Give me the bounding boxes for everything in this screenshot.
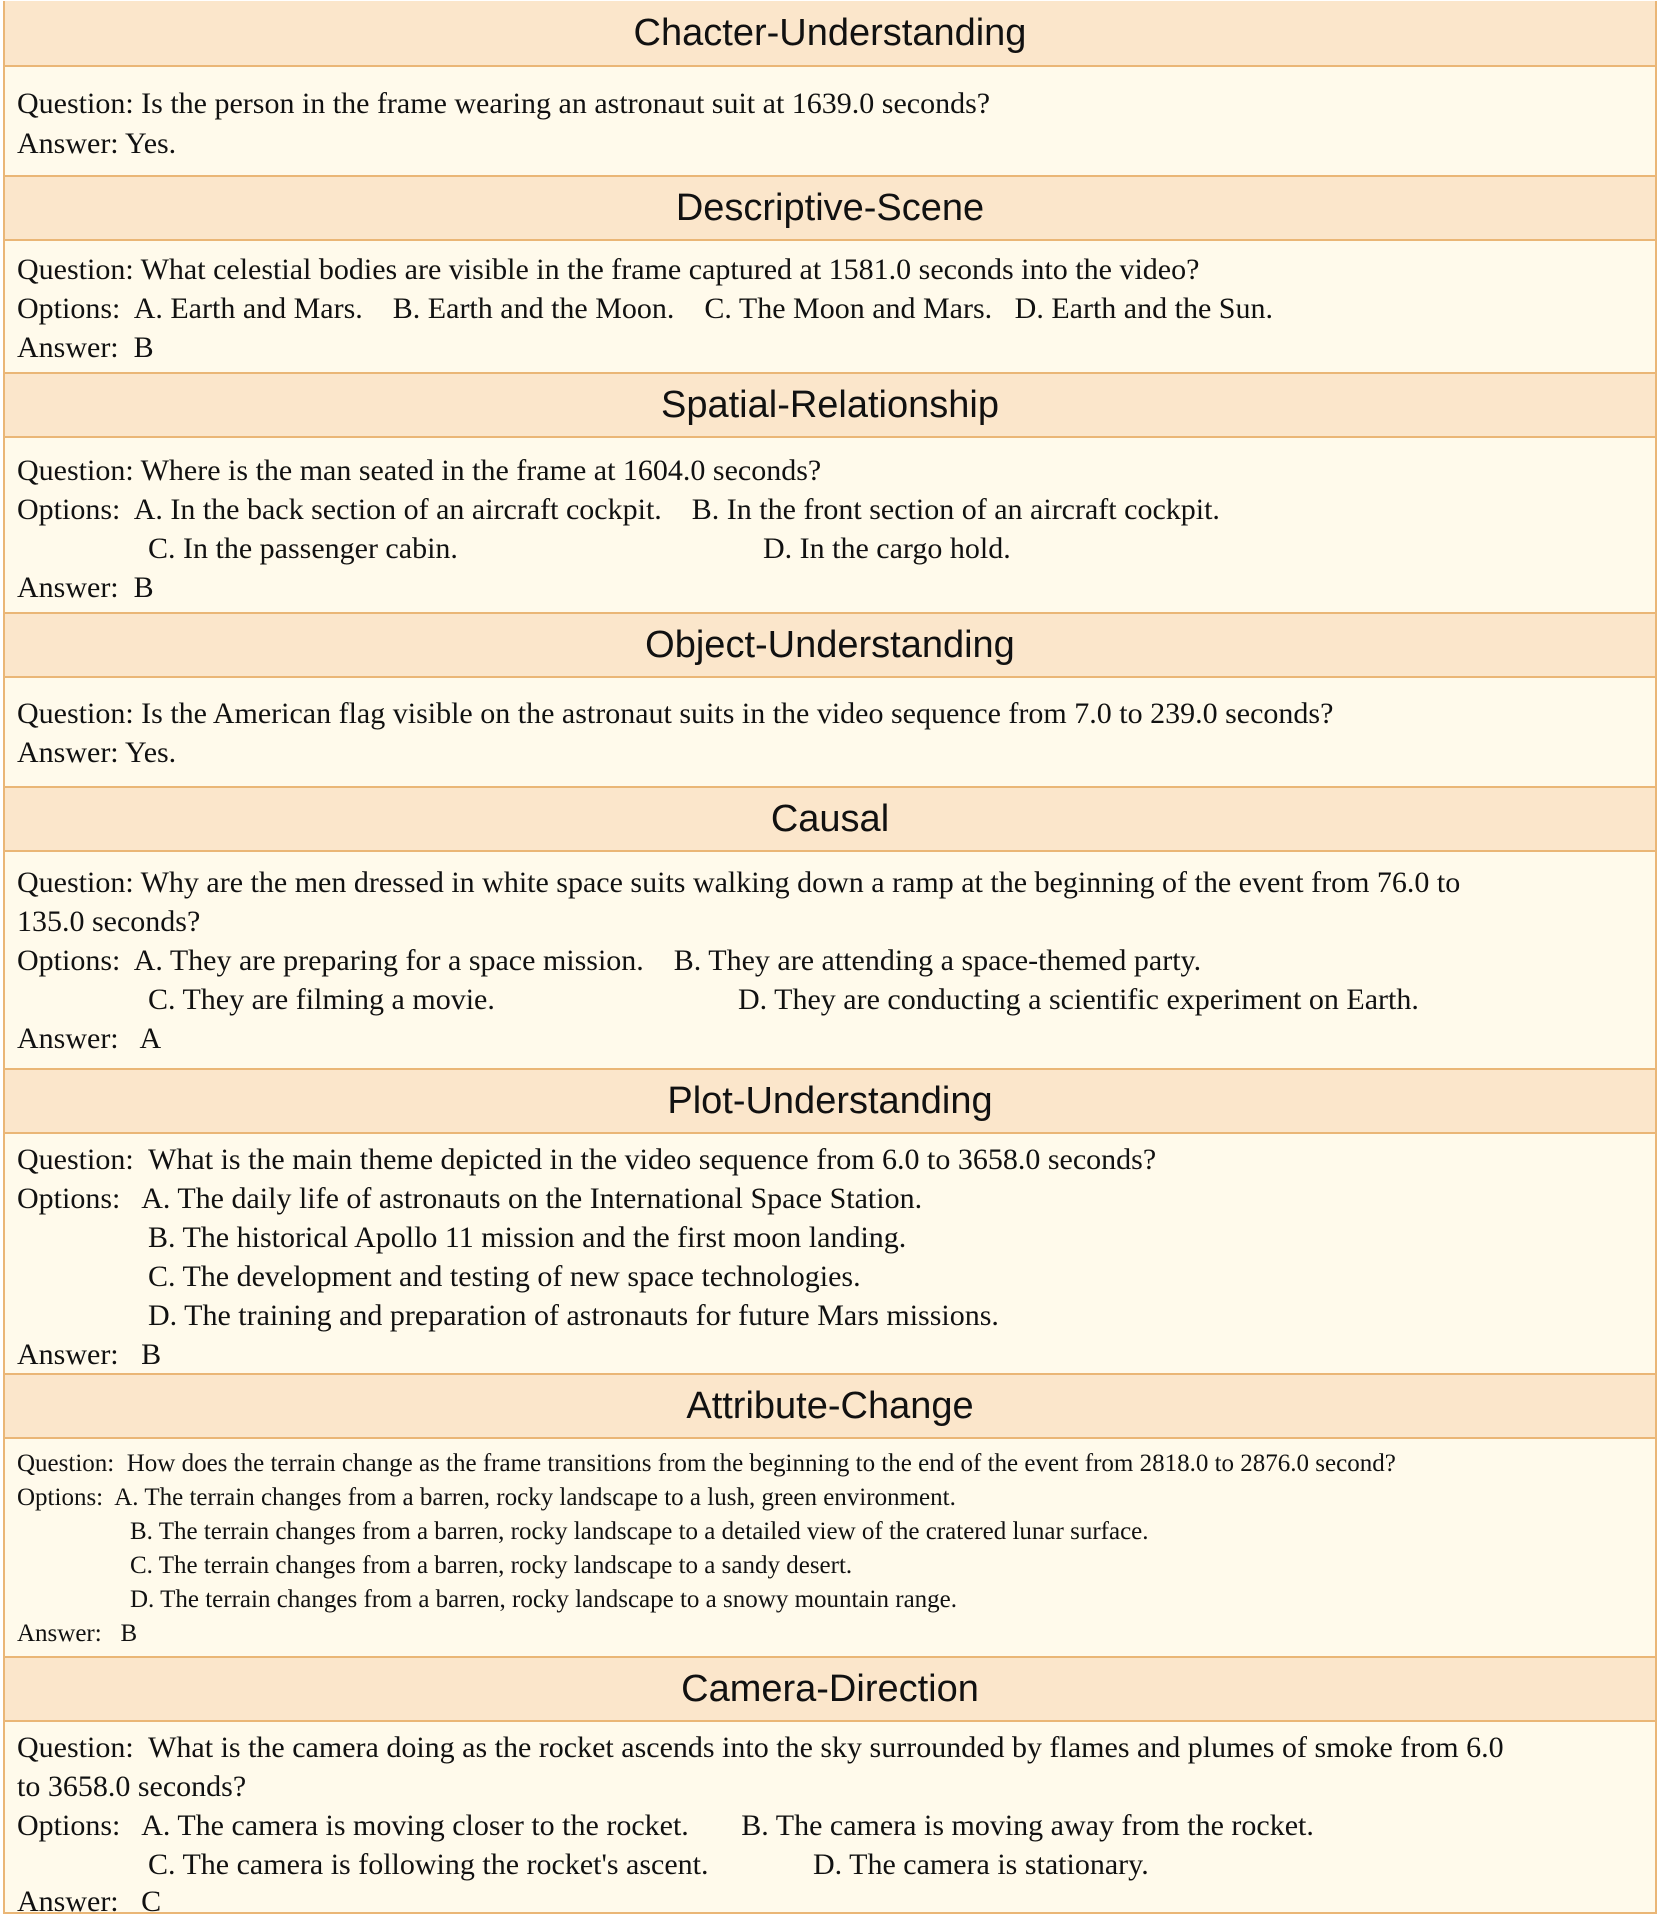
question-text-cont: to 3658.0 seconds? [17, 1770, 247, 1803]
answer-text: Answer: B [17, 1620, 138, 1647]
question-text-cont: 135.0 seconds? [17, 905, 201, 938]
options-text: Options: A. They are preparing for a space mission. B. They are attending a space-themed party. [17, 944, 1202, 977]
option-d: D. They are conducting a scientific experiment on Earth. [738, 983, 1419, 1016]
answer-text: Answer: A [17, 1022, 162, 1055]
option-c: C. The terrain changes from a barren, rocky landscape to a sandy desert. [130, 1552, 853, 1579]
options-text: Options: A. In the back section of an aircraft cockpit. B. In the front section of an aircraft cockpit. [17, 493, 1220, 526]
question-text: Question: How does the terrain change as the frame transitions from the beginning to the end of the event from 2818.0 to 2876.0 second? [17, 1450, 1396, 1477]
section-title: Camera-Direction [681, 1667, 979, 1710]
answer-text: Answer: C [17, 1885, 162, 1918]
section-title: Chacter-Understanding [633, 11, 1027, 54]
option-c: C. The camera is following the rocket's ascent. [148, 1848, 709, 1881]
section-body [5, 241, 1655, 373]
section-header [5, 612, 1655, 678]
option-d: D. The training and preparation of astronauts for future Mars missions. [148, 1299, 999, 1332]
option-a: Options: A. The daily life of astronauts on the International Space Station. [17, 1182, 923, 1215]
section-header [5, 1068, 1655, 1134]
answer-text: Answer: Yes. [17, 127, 177, 160]
section-body [5, 1134, 1655, 1374]
section-body [5, 852, 1655, 1069]
option-d: D. In the cargo hold. [763, 532, 1011, 565]
section-body [5, 678, 1655, 787]
section-header [5, 1, 1655, 67]
section-body [5, 1722, 1655, 1918]
option-c: C. The development and testing of new space technologies. [148, 1260, 861, 1293]
option-c: C. In the passenger cabin. [148, 532, 458, 565]
section-header [5, 1656, 1655, 1722]
question-text: Question: What celestial bodies are visible in the frame captured at 1581.0 seconds into the video? [17, 253, 1200, 286]
answer-text: Answer: B [17, 1338, 162, 1371]
section-header [5, 372, 1655, 438]
section-header [5, 175, 1655, 241]
section-title: Spatial-Relationship [661, 383, 999, 426]
section-title: Attribute-Change [686, 1384, 974, 1427]
section-body [5, 438, 1655, 613]
qa-examples-table [3, 1, 1657, 1918]
answer-text: Answer: Yes. [17, 736, 177, 769]
section-title: Object-Understanding [645, 623, 1015, 666]
answer-text: Answer: B [17, 571, 154, 604]
options-text: Options: A. The camera is moving closer to the rocket. B. The camera is moving away from the rocket. [17, 1809, 1314, 1842]
options-text: Options: A. Earth and Mars. B. Earth and the Moon. C. The Moon and Mars. D. Earth and the Sun. [17, 292, 1273, 325]
question-text: Question: What is the main theme depicted in the video sequence from 6.0 to 3658.0 seconds? [17, 1143, 1157, 1176]
question-text: Question: Is the person in the frame wearing an astronaut suit at 1639.0 seconds? [17, 87, 991, 120]
section-header [5, 786, 1655, 852]
section-body [5, 67, 1655, 177]
option-b: B. The historical Apollo 11 mission and the first moon landing. [148, 1221, 907, 1254]
question-text: Question: What is the camera doing as the rocket ascends into the sky surrounded by flames and plumes of smoke from 6.0 [17, 1731, 1504, 1764]
section-title: Causal [770, 797, 890, 840]
question-text: Question: Where is the man seated in the frame at 1604.0 seconds? [17, 454, 822, 487]
question-text: Question: Is the American flag visible on the astronaut suits in the video sequence from 7.0 to 239.0 seconds? [17, 697, 1334, 730]
question-text: Question: Why are the men dressed in white space suits walking down a ramp at the beginning of the event from 76.0 to [17, 866, 1461, 899]
section-header [5, 1373, 1655, 1439]
option-d: D. The terrain changes from a barren, rocky landscape to a snowy mountain range. [130, 1586, 958, 1613]
answer-text: Answer: B [17, 331, 154, 364]
option-c: C. They are filming a movie. [148, 983, 495, 1016]
option-b: B. The terrain changes from a barren, rocky landscape to a detailed view of the cratered lunar surface. [130, 1518, 1149, 1545]
option-d: D. The camera is stationary. [813, 1848, 1149, 1881]
option-a: Options: A. The terrain changes from a barren, rocky landscape to a lush, green environment. [17, 1484, 956, 1511]
section-body [5, 1439, 1655, 1658]
section-title: Descriptive-Scene [675, 186, 985, 229]
section-title: Plot-Understanding [667, 1079, 993, 1122]
